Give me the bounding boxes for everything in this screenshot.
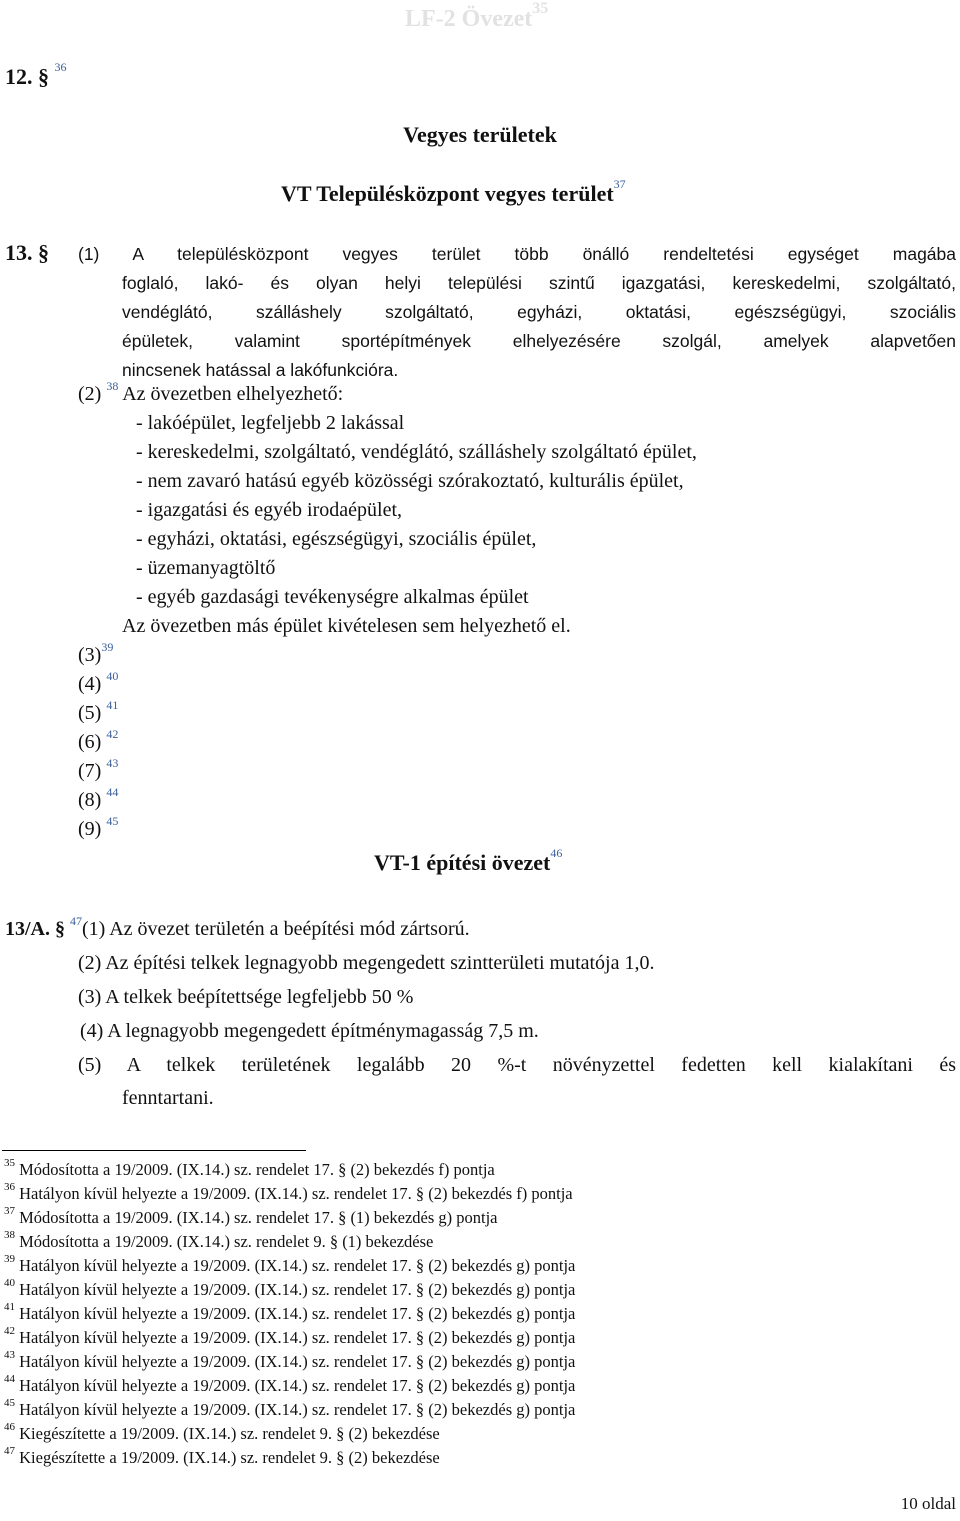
section-13-label: 13. § — [5, 240, 49, 265]
footnote-text: Hatályon kívül helyezte a 19/2009. (IX.14.) sz. rendelet 17. § (2) bekezdés f) pontja — [19, 1184, 573, 1203]
repealed-num: (6) — [78, 731, 102, 753]
s13a-line-5: (5) A telkek területének legalább 20 %-t növényzettel fedetten kell kialakítani és — [78, 1054, 956, 1076]
footnote-44 — [4, 1373, 576, 1396]
section-12-label: 12. § — [5, 64, 49, 89]
footnote-42 — [4, 1325, 576, 1348]
heading-vt — [281, 177, 626, 207]
footnote-ref: 45 — [4, 1397, 15, 1409]
s13-p2-item-6: - üzemanyagtöltő — [136, 557, 276, 579]
s13-repealed-5 — [78, 698, 119, 725]
section-12-ref[interactable]: 36 — [54, 60, 67, 74]
footnote-38 — [4, 1229, 434, 1252]
s13-p1-line-2: foglaló, lakó- és olyan helyi települési szintű igazgatási, kereskedelmi, szolgáltató, — [122, 273, 956, 293]
footnote-39 — [4, 1253, 576, 1276]
footnote-text: Hatályon kívül helyezte a 19/2009. (IX.14.) sz. rendelet 17. § (2) bekezdés g) pontja — [19, 1304, 576, 1323]
s13a-line-4: (4) A legnagyobb megengedett építménymagasság 7,5 m. — [80, 1020, 539, 1042]
page-number: 10 oldal — [900, 1494, 956, 1513]
s13-p2-item-1: - lakóépület, legfeljebb 2 lakással — [136, 412, 405, 434]
s13-p1-line-5: nincsenek hatással a lakófunkcióra. — [122, 360, 399, 380]
s13a-line-1 — [5, 914, 470, 941]
footnote-40 — [4, 1277, 576, 1300]
repealed-num: (7) — [78, 760, 102, 782]
heading-vt-text: VT Településközpont vegyes terület — [281, 181, 614, 206]
section-13a-ref[interactable]: 47 — [70, 914, 82, 928]
s13a-line-3: (3) A telkek beépítettsége legfeljebb 50 % — [78, 986, 414, 1008]
footnote-text: Módosította a 19/2009. (IX.14.) sz. rendelet 9. § (1) bekezdése — [19, 1232, 434, 1251]
s13-p2-item-7: - egyéb gazdasági tevékenységre alkalmas épület — [136, 586, 529, 608]
s13-p2-closing: Az övezetben más épület kivételesen sem helyezhető el. — [122, 615, 571, 637]
s13a-text-1: (1) Az övezet területén a beépítési mód zártsorú. — [82, 918, 470, 940]
footnote-ref: 47 — [4, 1445, 15, 1457]
footnote-41 — [4, 1301, 576, 1324]
section-12 — [5, 60, 67, 90]
repealed-num: (9) — [78, 818, 102, 840]
footnote-ref: 36 — [4, 1181, 15, 1193]
repealed-num: (8) — [78, 789, 102, 811]
repealed-ref[interactable]: 39 — [101, 640, 114, 654]
footnote-ref: 46 — [4, 1421, 15, 1433]
s13-p2-item-3: - nem zavaró hatású egyéb közösségi szórakoztató, kulturális épület, — [136, 470, 684, 492]
s13a-line-6: fenntartani. — [122, 1087, 214, 1109]
repealed-ref[interactable]: 44 — [106, 785, 119, 799]
s13-p2-item-5: - egyházi, oktatási, egészségügyi, szociális épület, — [136, 528, 537, 550]
heading-vegyes: Vegyes területek — [403, 122, 557, 147]
footnote-46 — [4, 1421, 440, 1444]
watermark-text: LF-2 Övezet — [405, 6, 533, 32]
footnote-ref: 35 — [4, 1157, 15, 1169]
footnote-ref: 43 — [4, 1349, 15, 1361]
repealed-ref[interactable]: 41 — [106, 698, 119, 712]
s13-p2-intro — [78, 379, 344, 406]
repealed-ref[interactable]: 43 — [106, 756, 119, 770]
footnote-ref: 41 — [4, 1301, 15, 1313]
s13-p2-ref[interactable]: 38 — [106, 379, 119, 393]
s13-repealed-9 — [78, 814, 119, 841]
footnote-ref: 42 — [4, 1325, 15, 1337]
footnote-36 — [4, 1181, 573, 1204]
footnote-ref: 40 — [4, 1277, 15, 1289]
footnote-43 — [4, 1349, 576, 1372]
footnote-37 — [4, 1205, 498, 1228]
footnote-45 — [4, 1397, 576, 1420]
repealed-num: (5) — [78, 702, 102, 724]
s13-repealed-7 — [78, 756, 119, 783]
repealed-num: (3) — [78, 644, 102, 666]
footnote-text: Hatályon kívül helyezte a 19/2009. (IX.14.) sz. rendelet 17. § (2) bekezdés g) pontja — [19, 1328, 576, 1347]
footnote-ref: 38 — [4, 1229, 15, 1241]
s13-repealed-4 — [78, 669, 119, 696]
footnote-text: Hatályon kívül helyezte a 19/2009. (IX.14.) sz. rendelet 17. § (2) bekezdés g) pontja — [19, 1280, 576, 1299]
s13-p1-line-4: épületek, valamint sportépítmények elhelyezésére szolgál, amelyek alapvetően — [122, 331, 956, 351]
footnote-text: Módosította a 19/2009. (IX.14.) sz. rendelet 17. § (1) bekezdés g) pontja — [19, 1208, 498, 1227]
footnote-ref: 37 — [4, 1205, 15, 1217]
footnote-text: Hatályon kívül helyezte a 19/2009. (IX.14.) sz. rendelet 17. § (2) bekezdés g) pontja — [19, 1352, 576, 1371]
s13-p2-intro-text: Az övezetben elhelyezhető: — [122, 383, 344, 405]
s13-p1-line-1: (1) A településközpont vegyes terület több önálló rendeltetési egységet magába — [78, 244, 956, 264]
repealed-ref[interactable]: 45 — [106, 814, 119, 828]
footnote-ref: 39 — [4, 1253, 15, 1265]
watermark-ref: 35 — [532, 0, 549, 17]
s13-p1-line-3: vendéglátó, szálláshely szolgáltató, egyházi, oktatási, egészségügyi, szociális — [122, 302, 956, 322]
footnote-separator — [2, 1150, 306, 1151]
footnote-text: Kiegészítette a 19/2009. (IX.14.) sz. rendelet 9. § (2) bekezdése — [19, 1424, 440, 1443]
footnote-text: Hatályon kívül helyezte a 19/2009. (IX.14.) sz. rendelet 17. § (2) bekezdés g) pontja — [19, 1256, 576, 1275]
repealed-ref[interactable]: 40 — [106, 669, 119, 683]
s13-p2-item-4: - igazgatási és egyéb irodaépület, — [136, 499, 402, 521]
s13-repealed-6 — [78, 727, 119, 754]
footnote-text: Módosította a 19/2009. (IX.14.) sz. rendelet 17. § (2) bekezdés f) pontja — [19, 1160, 495, 1179]
s13-repealed-8 — [78, 785, 119, 812]
footnote-text: Kiegészítette a 19/2009. (IX.14.) sz. rendelet 9. § (2) bekezdése — [19, 1448, 440, 1467]
s13a-line-2: (2) Az építési telkek legnagyobb megengedett szintterületi mutatója 1,0. — [78, 952, 655, 974]
s13-p2-num: (2) — [78, 383, 102, 405]
repealed-num: (4) — [78, 673, 102, 695]
s13-repealed-3 — [78, 640, 114, 667]
heading-vt1-ref[interactable]: 46 — [550, 846, 563, 860]
heading-vt1-text: VT-1 építési övezet — [374, 850, 551, 875]
footnote-text: Hatályon kívül helyezte a 19/2009. (IX.14.) sz. rendelet 17. § (2) bekezdés g) pontja — [19, 1376, 576, 1395]
heading-vt1 — [374, 846, 563, 876]
header-watermark — [405, 0, 549, 33]
s13-p2-item-2: - kereskedelmi, szolgáltató, vendéglátó, szálláshely szolgáltató épület, — [136, 441, 697, 463]
footnote-35 — [4, 1157, 495, 1180]
footnote-47 — [4, 1445, 440, 1468]
footnote-ref: 44 — [4, 1373, 15, 1385]
footnote-text: Hatályon kívül helyezte a 19/2009. (IX.14.) sz. rendelet 17. § (2) bekezdés g) pontja — [19, 1400, 576, 1419]
section-13a-label: 13/A. § — [5, 918, 65, 940]
repealed-ref[interactable]: 42 — [106, 727, 119, 741]
heading-vt-ref[interactable]: 37 — [613, 177, 626, 191]
